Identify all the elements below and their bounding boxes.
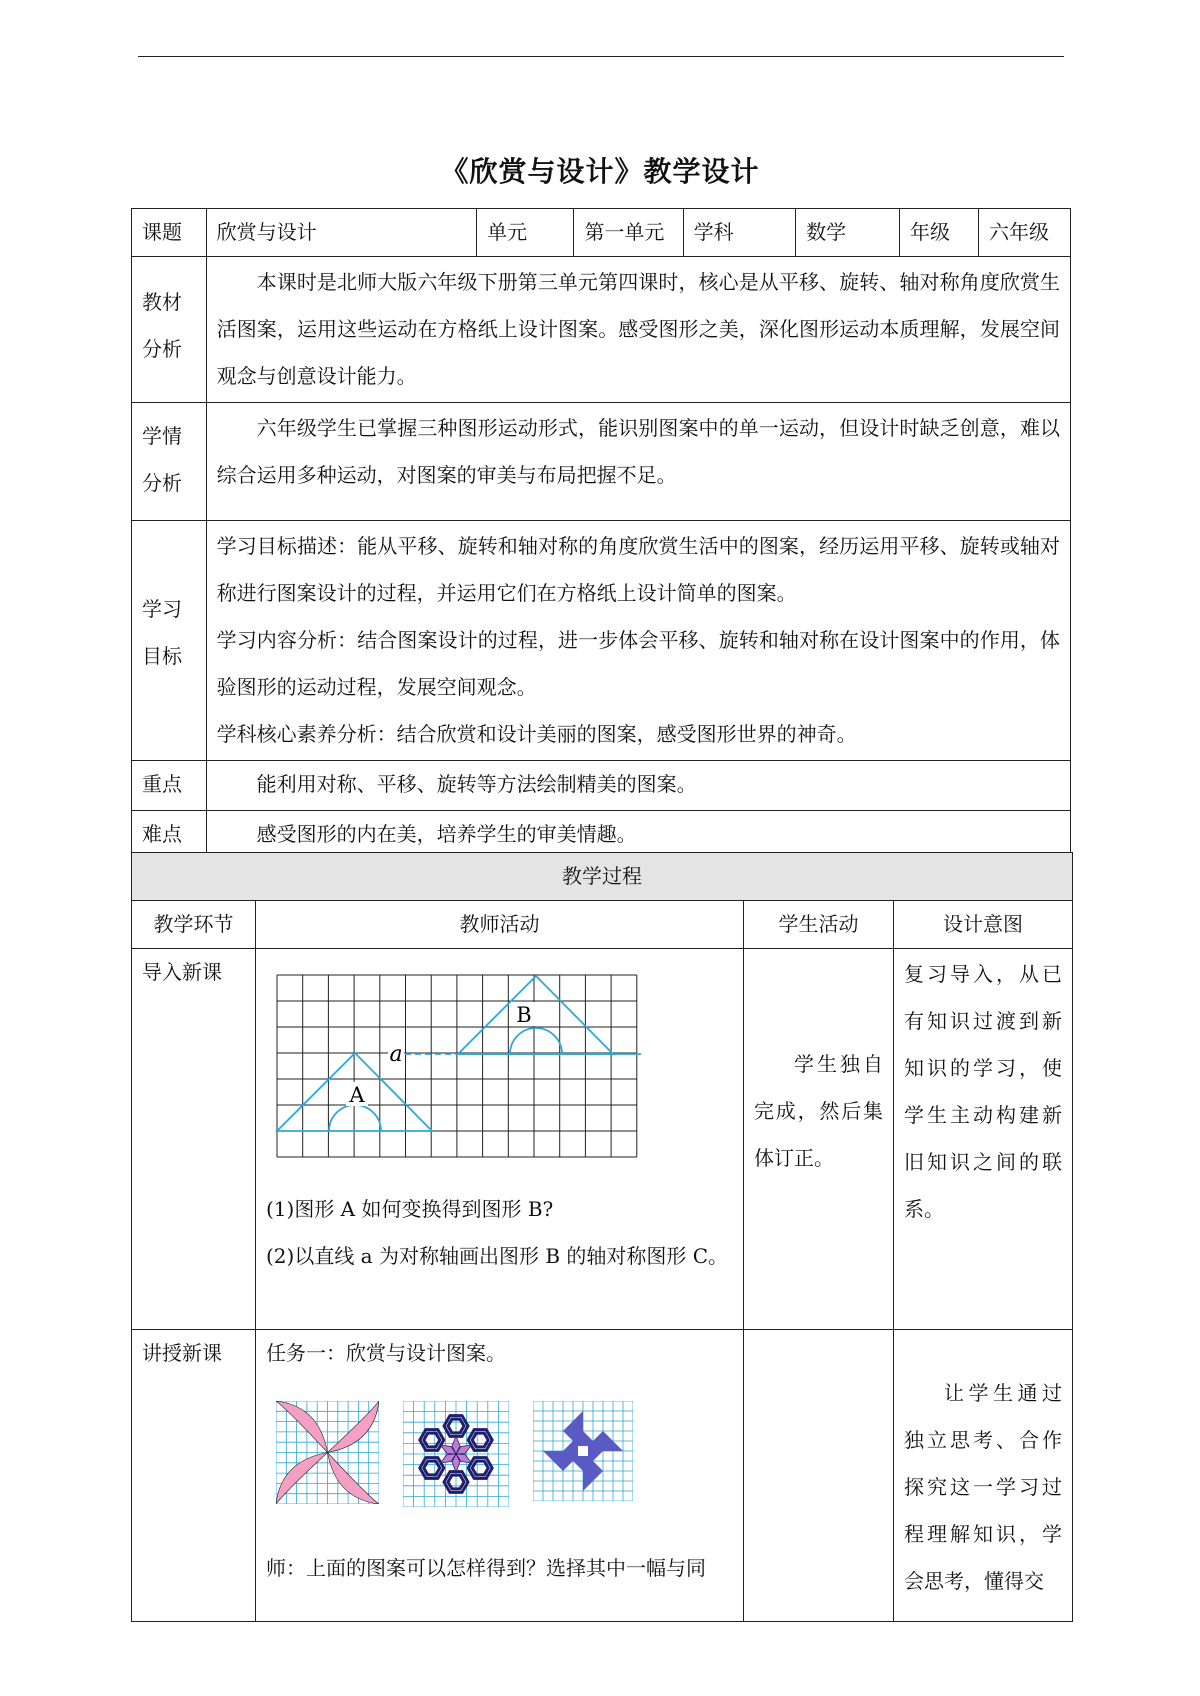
student-analysis-text: 六年级学生已掌握三种图形运动形式，能识别图案中的单一运动，但设计时缺乏创意，难以综合运用多种运动，对图案的审美与布局把握不足。: [206, 403, 1070, 521]
intro-stage: 导入新课: [132, 949, 256, 1330]
key-point-text: 能利用对称、平移、旋转等方法绘制精美的图案。: [206, 761, 1070, 811]
transform-figure: [256, 949, 743, 1184]
grade-label: 年级: [900, 209, 979, 257]
goal-core-literacy: 学科核心素养分析：结合欣赏和设计美丽的图案，感受图形世界的神奇。: [216, 722, 857, 746]
col-stage-header: 教学环节: [132, 901, 256, 949]
pattern-gallery: [256, 1377, 743, 1507]
grid-diagram: [266, 967, 666, 1167]
figure-b-arc: [510, 1028, 562, 1054]
key-point-label: 重点: [132, 761, 207, 811]
intro-student-activity: 学生独自完成，然后集体订正。: [744, 949, 894, 1330]
student-analysis-label: 学情 分析: [132, 403, 207, 521]
subject-label: 学科: [683, 209, 796, 257]
hexagon-pattern: [403, 1401, 509, 1507]
teach-design-intent: 让学生通过独立思考、合作探究这一学习过程理解知识，学会思考，懂得交: [894, 1330, 1073, 1622]
info-table: [131, 208, 1071, 861]
col-teacher-header: 教师活动: [256, 901, 744, 949]
process-heading: 教学过程: [132, 853, 1073, 901]
petal-pattern: [276, 1401, 379, 1504]
teach-stage: 讲授新课: [132, 1330, 256, 1622]
teach-teacher-activity: [256, 1330, 744, 1622]
header-rule: [138, 56, 1064, 57]
material-text: 本课时是北师大版六年级下册第三单元第四课时，核心是从平移、旋转、轴对称角度欣赏生活图案，运用这些运动在方格纸上设计图案。感受图形之美，深化图形运动本质理解，发展空间观念与创意设计能力。: [206, 257, 1070, 403]
teacher-question: 师：上面的图案可以怎样得到？选择其中一幅与同: [266, 1556, 706, 1580]
question-2: (2)以直线 a 为对称轴画出图形 B 的轴对称图形 C。: [266, 1244, 729, 1268]
material-label: 教材 分析: [132, 257, 207, 403]
goal-label: 学习 目标: [132, 521, 207, 761]
subject-value: 数学: [796, 209, 900, 257]
axis-a-label: a: [389, 1042, 403, 1067]
course-label: 课题: [132, 209, 207, 257]
col-intent-header: 设计意图: [894, 901, 1073, 949]
intro-design-intent: 复习导入，从已有知识过渡到新知识的学习，使学生主动构建新旧知识之间的联系。: [894, 949, 1073, 1330]
difficulty-label: 难点: [132, 811, 207, 861]
figure-b-triangle: [458, 976, 613, 1054]
teach-student-activity: [744, 1330, 894, 1622]
difficulty-text: 感受图形的内在美，培养学生的审美情趣。: [206, 811, 1070, 861]
figure-a-arc: [329, 1105, 381, 1131]
unit-value: 第一单元: [574, 209, 683, 257]
figure-b-label: B: [516, 1003, 532, 1027]
grade-value: 六年级: [979, 209, 1071, 257]
figure-a-label: A: [349, 1083, 365, 1107]
task-heading: 任务一：欣赏与设计图案。: [266, 1341, 506, 1365]
course-value: 欣赏与设计: [206, 209, 476, 257]
question-1: (1)图形 A 如何变换得到图形 B?: [266, 1197, 554, 1221]
goal-content-analysis: 学习内容分析：结合图案设计的过程，进一步体会平移、旋转和轴对称在设计图案中的作用，体验图形的运动过程，发展空间观念。: [216, 628, 1060, 699]
goal-description: 学习目标描述：能从平移、旋转和轴对称的角度欣赏生活中的图案，经历运用平移、旋转或轴对称进行图案设计的过程，并运用它们在方格纸上设计简单的图案。: [216, 534, 1060, 605]
col-student-header: 学生活动: [744, 901, 894, 949]
page-title: 《欣赏与设计》教学设计: [440, 155, 760, 188]
intro-teacher-activity: [256, 949, 744, 1330]
pinwheel-pattern: [533, 1401, 633, 1501]
goal-text: [206, 521, 1070, 761]
process-table: [131, 852, 1073, 1622]
unit-label: 单元: [477, 209, 574, 257]
